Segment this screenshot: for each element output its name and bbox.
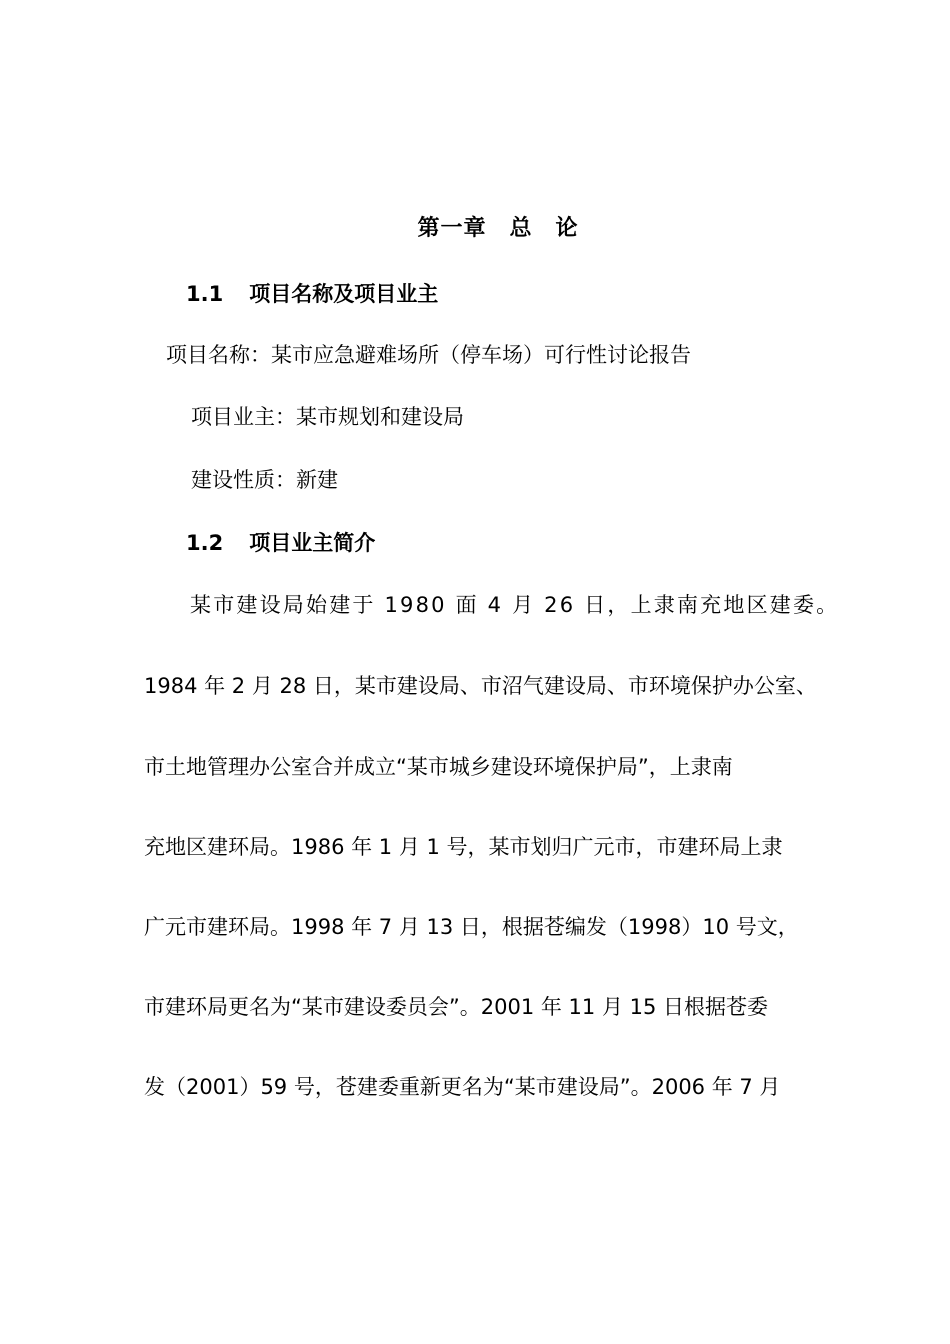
paragraph-line: 发（2001）59 号，苍建委重新更名为“某市建设局”。2006 年 7 月: [144, 1075, 781, 1099]
section-title: 项目名称及项目业主: [249, 282, 439, 306]
construction-type-field: 建设性质：新建: [191, 468, 338, 492]
paragraph-line: 市建环局更名为“某市建设委员会”。2001 年 11 月 15 日根据苍委: [144, 995, 769, 1019]
section-number: 1.1: [186, 282, 224, 306]
section-title: 项目业主简介: [249, 531, 376, 555]
paragraph-line: 充地区建环局。1986 年 1 月 1 号，某市划归广元市，市建环局上隶: [144, 835, 783, 859]
project-name-field: 项目名称：某市应急避难场所（停车场）可行性讨论报告: [166, 343, 691, 367]
chapter-title: 第一章 总 论: [417, 216, 579, 241]
section-number: 1.2: [186, 531, 224, 555]
paragraph-line: 1984 年 2 月 28 日，某市建设局、市沼气建设局、市环境保护办公室、: [144, 674, 817, 698]
paragraph-line: 广元市建环局。1998 年 7 月 13 日，根据苍编发（1998）10 号文，: [144, 915, 799, 939]
section-heading-1-1: [186, 281, 438, 307]
paragraph-line: 某市建设局始建于 1980 面 4 月 26 日，上隶南充地区建委。: [190, 593, 840, 617]
section-heading-1-2: [186, 530, 375, 556]
paragraph-line: 市土地管理办公室合并成立“某市城乡建设环境保护局”，上隶南: [144, 755, 733, 779]
project-owner-field: 项目业主：某市规划和建设局: [191, 405, 464, 429]
